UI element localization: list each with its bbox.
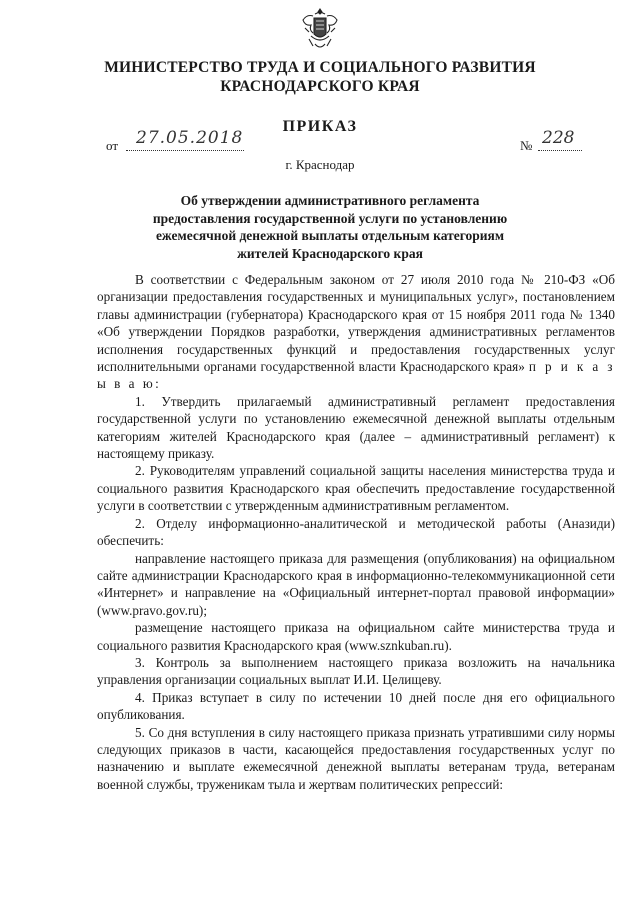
item-3: 2. Отделу информационно-аналитической и методической работы (Аназиди) обеспечить: bbox=[97, 515, 615, 549]
item-3-sub-2: размещение настоящего приказа на официальном сайте министерства труда и социального развития Краснодарского края (www.sznkuban.ru). bbox=[97, 620, 615, 653]
ministry-name-line-1: МИНИСТЕРСТВО ТРУДА И СОЦИАЛЬНОГО РАЗВИТИЯ bbox=[104, 59, 536, 76]
date-number-row bbox=[106, 128, 576, 154]
city: г. Краснодар bbox=[285, 157, 355, 172]
subject-line-3: ежемесячной денежной выплаты отдельным категориям bbox=[155, 228, 505, 243]
item-6: 5. Со дня вступления в силу настоящего приказа признать утратившими силу нормы следующих приказов в части, касающейся предоставления государственных услуг по назначению и выплате ежемесячной денежной выплаты ветеранам труда, ветеранам военной службы, труженикам тыла и жертвам политических репрессий: bbox=[97, 724, 615, 792]
subject-line-1: Об утверждении административного регламента bbox=[180, 193, 480, 208]
date-underline bbox=[126, 150, 244, 151]
document-subject bbox=[140, 192, 520, 262]
number-prefix: № bbox=[520, 138, 533, 153]
coat-of-arms-icon bbox=[299, 6, 341, 52]
item-4: 3. Контроль за выполнением настоящего приказа возложить на начальника управления организации социальных выплат И.И. Целищеву. bbox=[97, 654, 615, 688]
handwritten-date: 27.05.2018 bbox=[136, 128, 244, 148]
order-word: п р и к а з ы в а ю: bbox=[97, 359, 616, 392]
subject-line-2: предоставления государственной услуги по установлению bbox=[152, 210, 508, 226]
item-1: 1. Утвердить прилагаемый административный регламент предоставления государственной услуги по установлению ежемесячной денежной выплаты отдельным категориям жителей Краснодарского края (далее – административный регламент) к настоящему приказу. bbox=[97, 393, 615, 462]
preamble-text: В соответствии с Федеральным законом от 27 июля 2010 года № 210-ФЗ «Об организации предоставления государственных и муниципальных услуг», постановлением главы администрации (губернатора) Краснодарского края от 15 ноября 2011 года № 1340 «Об утверждении Порядков разработки, утверждения административных регламентов исполнения государственных функций и предоставления государственных услуг исполнительными органами государственной власти Краснодарского края» bbox=[97, 272, 615, 375]
item-5: 4. Приказ вступает в силу по истечении 10 дней после дня его официального опубликования. bbox=[97, 689, 615, 723]
item-3-sub-1: направление настоящего приказа для размещения (опубликования) на официальном сайте администрации Краснодарского края в информационно-телекоммуникационной сети «Интернет» и направление на «Официальный интернет-портал правовой информации» (www.pravo.gov.ru); bbox=[97, 550, 615, 618]
document-type: ПРИКАЗ bbox=[282, 118, 358, 135]
preamble-paragraph bbox=[97, 271, 615, 393]
ministry-name-line-2: КРАСНОДАРСКОГО КРАЯ bbox=[220, 78, 420, 95]
handwritten-number: 228 bbox=[542, 128, 575, 148]
number-underline bbox=[538, 150, 582, 151]
ministry-name bbox=[0, 58, 640, 96]
item-2: 2. Руководителям управлений социальной защиты населения министерства труда и социального развития Краснодарского края обеспечить предоставление государственной услуги в соответствии с утвержденным административным регламентом. bbox=[97, 463, 615, 514]
subject-line-4: жителей Краснодарского края bbox=[237, 245, 423, 261]
document-body bbox=[97, 271, 615, 793]
date-prefix: от bbox=[106, 138, 119, 153]
